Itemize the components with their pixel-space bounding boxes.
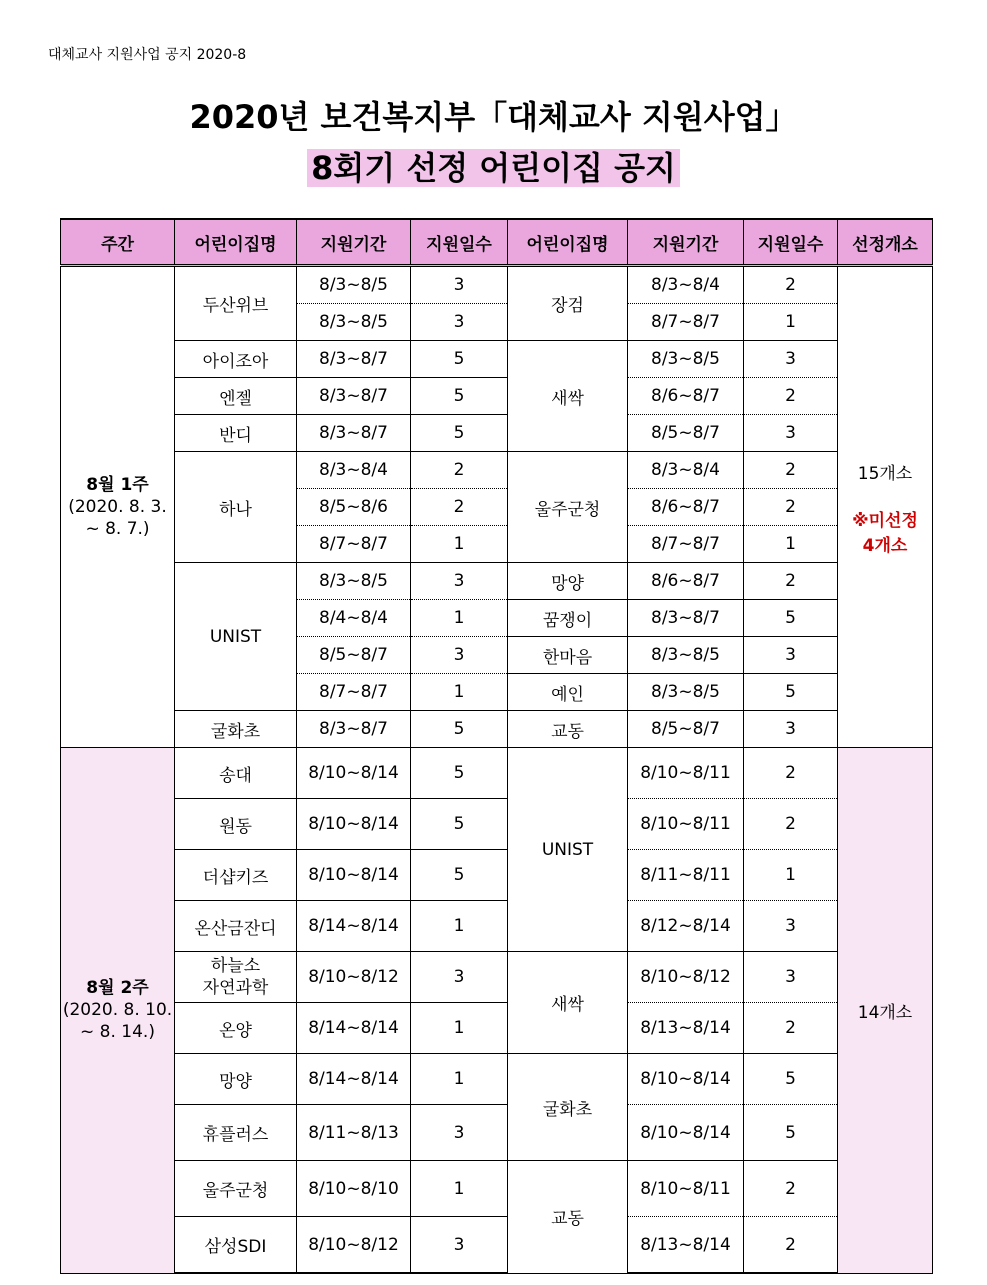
- center-name: 장검: [508, 266, 628, 341]
- table-row: [61, 266, 933, 304]
- period: 8/5~8/7: [628, 711, 744, 748]
- days: 5: [744, 600, 838, 637]
- week-range: (2020. 8. 3.: [68, 497, 167, 517]
- selection-table: [60, 218, 933, 1274]
- period: 8/6~8/7: [628, 378, 744, 415]
- period: 8/3~8/7: [297, 378, 411, 415]
- center-name: 한마음: [508, 637, 628, 674]
- period: 8/7~8/7: [628, 526, 744, 563]
- center-name: 울주군청: [508, 452, 628, 563]
- period: 8/10~8/10: [297, 1161, 411, 1217]
- days: 2: [744, 799, 838, 850]
- days: 3: [411, 637, 508, 674]
- period: 8/7~8/7: [297, 674, 411, 711]
- center-name-line: 하늘소: [210, 956, 261, 976]
- center-name: 울주군청: [175, 1161, 297, 1217]
- period: 8/10~8/12: [297, 952, 411, 1003]
- center-name: 송대: [175, 748, 297, 799]
- days: 2: [744, 748, 838, 799]
- days: 1: [411, 674, 508, 711]
- period: 8/14~8/14: [297, 1054, 411, 1105]
- days: 1: [411, 1054, 508, 1105]
- period: 8/6~8/7: [628, 563, 744, 600]
- week-range: ~ 8. 14.): [80, 1022, 155, 1043]
- period: 8/10~8/11: [628, 748, 744, 799]
- days: 2: [744, 1217, 838, 1274]
- days: 5: [744, 674, 838, 711]
- days: 2: [411, 489, 508, 526]
- center-name-line: 자연과학: [202, 978, 269, 998]
- days: 5: [411, 850, 508, 901]
- table-row: [61, 748, 933, 799]
- days: 5: [411, 415, 508, 452]
- days: 1: [411, 600, 508, 637]
- period: 8/7~8/7: [297, 526, 411, 563]
- days: 3: [744, 415, 838, 452]
- table-row: [61, 1054, 933, 1105]
- period: 8/13~8/14: [628, 1217, 744, 1274]
- table-row: [61, 563, 933, 600]
- days: 3: [411, 1105, 508, 1161]
- center-name: UNIST: [175, 563, 297, 711]
- table-row: [61, 1217, 933, 1274]
- period: 8/10~8/12: [297, 1217, 411, 1274]
- days: 1: [411, 1003, 508, 1054]
- days: 2: [744, 1161, 838, 1217]
- center-name: 온양: [175, 1003, 297, 1054]
- center-name: 온산금잔디: [175, 901, 297, 952]
- period: 8/13~8/14: [628, 1003, 744, 1054]
- subtitle-highlight: 8회기 선정 어린이집 공지: [307, 149, 680, 187]
- table-row: [61, 711, 933, 748]
- table-row: [61, 415, 933, 452]
- days: 5: [411, 748, 508, 799]
- period: 8/3~8/5: [628, 341, 744, 378]
- period: 8/3~8/5: [297, 304, 411, 341]
- center-name: 망양: [175, 1054, 297, 1105]
- days: 3: [744, 341, 838, 378]
- days: 1: [411, 526, 508, 563]
- header-period-2: 지원기간: [628, 219, 744, 266]
- table-row: [61, 799, 933, 850]
- table-row: [61, 850, 933, 901]
- period: 8/3~8/7: [297, 341, 411, 378]
- period: 8/14~8/14: [297, 1003, 411, 1054]
- days: 3: [744, 952, 838, 1003]
- center-name: UNIST: [508, 748, 628, 952]
- period: 8/11~8/13: [297, 1105, 411, 1161]
- center-name: 반디: [175, 415, 297, 452]
- selected-count: 15개소: [857, 463, 913, 484]
- period: 8/12~8/14: [628, 901, 744, 952]
- days: 3: [744, 901, 838, 952]
- days: 1: [411, 1161, 508, 1217]
- period: 8/4~8/4: [297, 600, 411, 637]
- header-days: 지원일수: [411, 219, 508, 266]
- week-cell: [61, 266, 175, 748]
- week-label: 8월 2주: [86, 978, 149, 999]
- days: 2: [744, 378, 838, 415]
- days: 3: [411, 266, 508, 304]
- days: 5: [744, 1105, 838, 1161]
- days: 5: [411, 341, 508, 378]
- table-row: [61, 1003, 933, 1054]
- center-name: 새싹: [508, 952, 628, 1054]
- center-name: 꿈쟁이: [508, 600, 628, 637]
- days: 3: [411, 563, 508, 600]
- period: 8/3~8/5: [628, 674, 744, 711]
- period: 8/14~8/14: [297, 901, 411, 952]
- unselected-count: 4개소: [862, 535, 908, 556]
- period: 8/10~8/14: [628, 1054, 744, 1105]
- period: 8/10~8/11: [628, 799, 744, 850]
- page-subtitle: [0, 143, 987, 189]
- center-name: 하나: [175, 452, 297, 563]
- period: 8/5~8/7: [628, 415, 744, 452]
- table-header-row: [61, 219, 933, 266]
- selected-count: 14개소: [857, 1002, 913, 1023]
- period: 8/3~8/5: [297, 563, 411, 600]
- period: 8/5~8/6: [297, 489, 411, 526]
- table-row: [61, 1161, 933, 1217]
- week-label: 8월 1주: [86, 475, 149, 495]
- header-days-2: 지원일수: [744, 219, 838, 266]
- days: 3: [411, 1217, 508, 1274]
- count-cell: [838, 748, 933, 1274]
- period: 8/10~8/14: [297, 850, 411, 901]
- days: 2: [744, 452, 838, 489]
- header-center-name-2: 어린이집명: [508, 219, 628, 266]
- center-name: 예인: [508, 674, 628, 711]
- period: 8/10~8/12: [628, 952, 744, 1003]
- table-row: [61, 378, 933, 415]
- period: 8/3~8/7: [628, 600, 744, 637]
- header-selected-count: 선정개소: [838, 219, 933, 266]
- table-row: [61, 901, 933, 952]
- week-range: (2020. 8. 10.: [62, 1000, 173, 1021]
- period: 8/3~8/5: [628, 637, 744, 674]
- week-cell: [61, 748, 175, 1274]
- document-reference: 대체교사 지원사업 공지 2020-8: [48, 47, 247, 63]
- center-name: 삼성SDI: [175, 1217, 297, 1274]
- days: 1: [744, 526, 838, 563]
- center-name: 두산위브: [175, 266, 297, 341]
- count-cell: [838, 266, 933, 748]
- center-name: 엔젤: [175, 378, 297, 415]
- center-name: 새싹: [508, 341, 628, 452]
- period: 8/3~8/5: [297, 266, 411, 304]
- center-name: 교동: [508, 711, 628, 748]
- unselected-note: ※미선정: [852, 510, 918, 531]
- days: 1: [744, 850, 838, 901]
- days: 2: [744, 563, 838, 600]
- days: 3: [411, 304, 508, 341]
- period: 8/7~8/7: [628, 304, 744, 341]
- period: 8/3~8/7: [297, 711, 411, 748]
- header-period: 지원기간: [297, 219, 411, 266]
- period: 8/10~8/14: [297, 799, 411, 850]
- center-name: 아이조아: [175, 341, 297, 378]
- period: 8/5~8/7: [297, 637, 411, 674]
- days: 5: [411, 799, 508, 850]
- days: 2: [411, 452, 508, 489]
- table-row: [61, 341, 933, 378]
- period: 8/10~8/14: [628, 1105, 744, 1161]
- days: 5: [411, 711, 508, 748]
- period: 8/10~8/11: [628, 1161, 744, 1217]
- center-name: 휴플러스: [175, 1105, 297, 1161]
- center-name: [175, 952, 297, 1003]
- days: 3: [744, 637, 838, 674]
- center-name: 굴화초: [175, 711, 297, 748]
- header-week: 주간: [61, 219, 175, 266]
- center-name: 교동: [508, 1161, 628, 1274]
- period: 8/3~8/4: [628, 266, 744, 304]
- period: 8/6~8/7: [628, 489, 744, 526]
- center-name: 망양: [508, 563, 628, 600]
- days: 3: [411, 952, 508, 1003]
- days: 2: [744, 1003, 838, 1054]
- page-title: 2020년 보건복지부「대체교사 지원사업」: [189, 98, 798, 136]
- header-center-name: 어린이집명: [175, 219, 297, 266]
- period: 8/10~8/14: [297, 748, 411, 799]
- days: 5: [744, 1054, 838, 1105]
- days: 2: [744, 489, 838, 526]
- days: 5: [411, 378, 508, 415]
- days: 2: [744, 266, 838, 304]
- period: 8/3~8/4: [297, 452, 411, 489]
- days: 1: [744, 304, 838, 341]
- week-range: ~ 8. 7.): [85, 519, 150, 539]
- days: 3: [744, 711, 838, 748]
- table-row: [61, 1105, 933, 1161]
- table-row: [61, 952, 933, 1003]
- period: 8/3~8/7: [297, 415, 411, 452]
- table-row: [61, 452, 933, 489]
- center-name: 원동: [175, 799, 297, 850]
- days: 1: [411, 901, 508, 952]
- center-name: 더샵키즈: [175, 850, 297, 901]
- period: 8/3~8/4: [628, 452, 744, 489]
- period: 8/11~8/11: [628, 850, 744, 901]
- center-name: 굴화초: [508, 1054, 628, 1161]
